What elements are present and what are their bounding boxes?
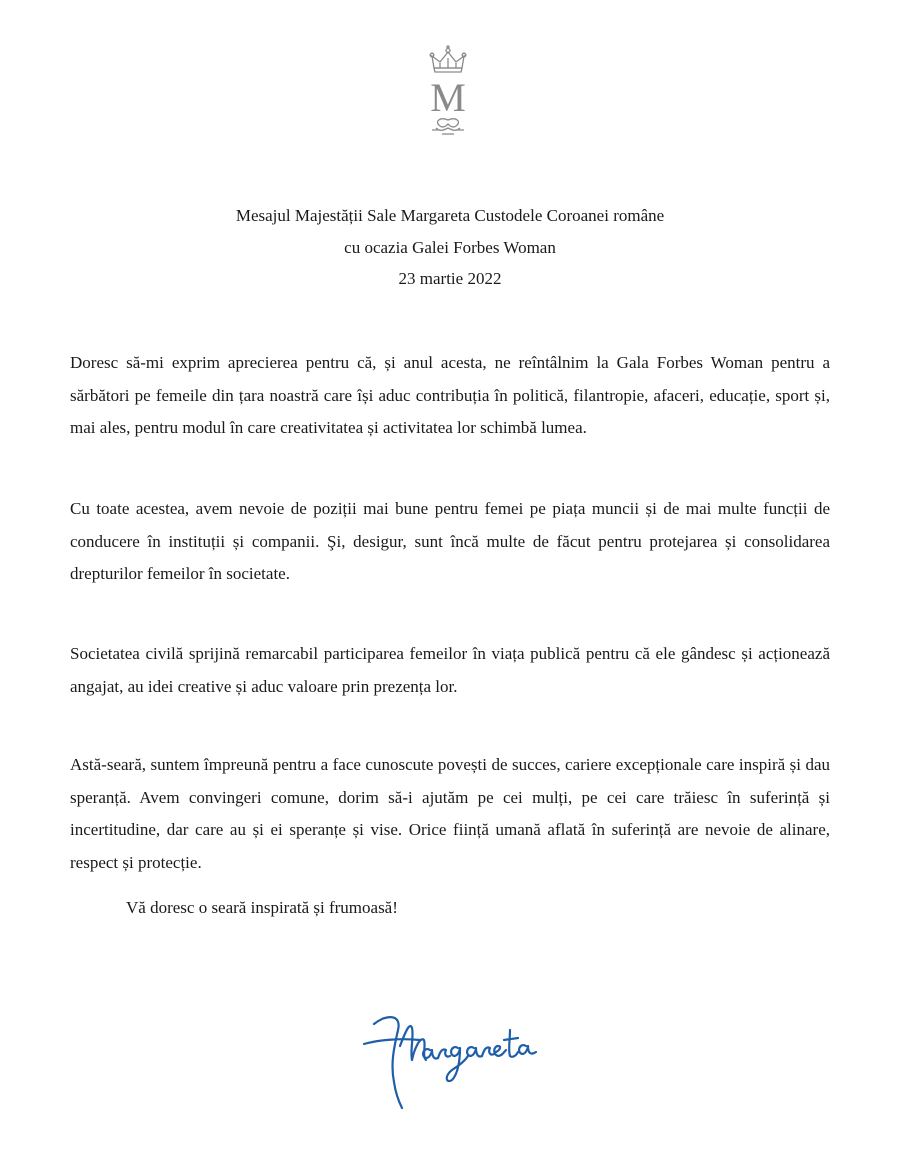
paragraph-2: Cu toate acestea, avem nevoie de poziții mai bune pentru femei pe piața muncii și de mai multe funcții de conducere în instituții și companii. Şi, desigur, sunt încă multe de făcut pentru protejarea și consolidarea drepturilor femeilor în societate. xyxy=(70,499,830,583)
heading-date: 23 martie 2022 xyxy=(398,269,502,288)
svg-text:M: M xyxy=(430,75,466,120)
message-heading xyxy=(0,200,900,295)
closing-line: Vă doresc o seară inspirată și frumoasă! xyxy=(126,898,398,917)
heading-subtitle: cu ocazia Galei Forbes Woman xyxy=(344,237,556,257)
paragraph-4: Astă-seară, suntem împreună pentru a face cunoscute povești de succes, cariere excepționale care inspiră și dau speranță. Avem convingeri comune, dorim să-i ajutăm pe cei mulți, pe cei care trăiesc în suferință și incertitudine, dar care au și ei speranțe și vise. Orice ființă umană aflată în suferință are nevoie de alinare, respect și protecție. xyxy=(70,755,830,872)
paragraph-3: Societatea civilă sprijină remarcabil participarea femeilor în viața publică pentru că ele gândesc și acționează angajat, au idei creative și aduc valoare prin prezența lor. xyxy=(70,644,830,696)
royal-monogram-icon xyxy=(410,44,486,140)
paragraph-1: Doresc să-mi exprim aprecierea pentru că, și anul acesta, ne reîntâlnim la Gala Forbes Woman pentru a sărbători pe femeile din țara noastră care își aduc contribuția în politică, filantropie, afaceri, educație, sport și, mai ales, pentru modul în care creativitatea și activitatea lor schimbă lumea. xyxy=(70,353,830,437)
signature-icon xyxy=(360,1000,540,1120)
heading-title: Mesajul Majestății Sale Margareta Custodele Coroanei române xyxy=(235,206,665,225)
